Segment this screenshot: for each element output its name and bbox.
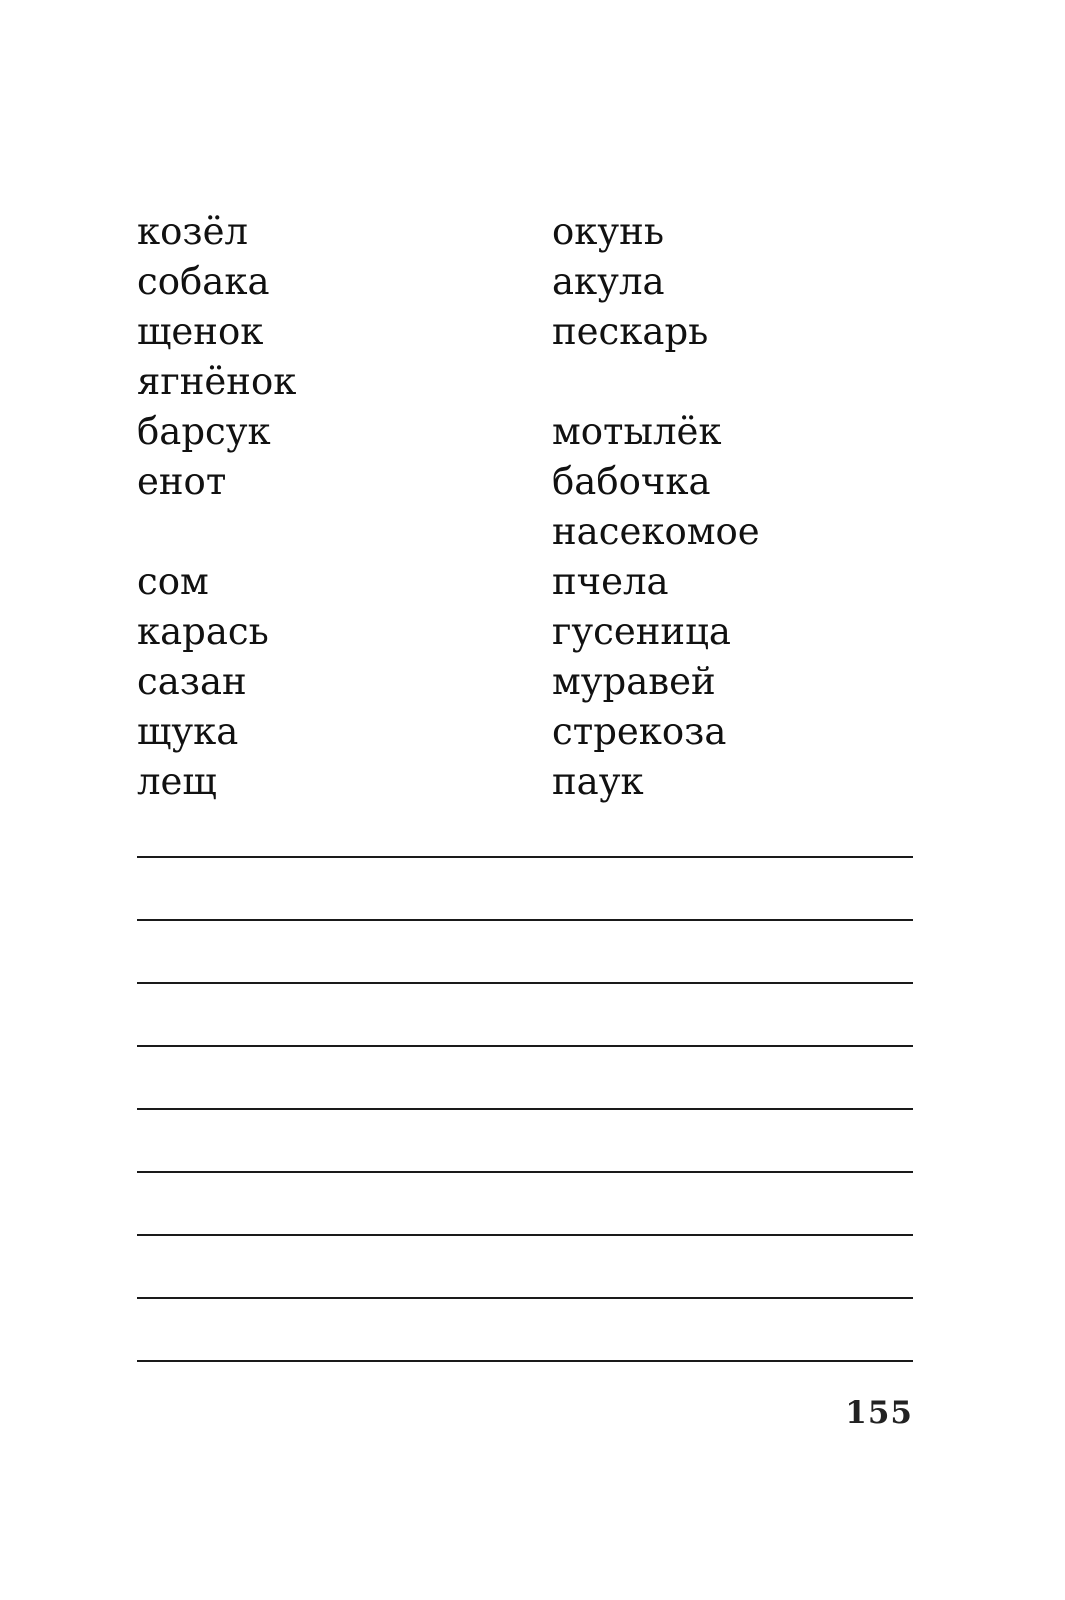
writing-line xyxy=(137,1171,913,1173)
list-item: насекомое xyxy=(552,510,760,553)
list-item: гусеница xyxy=(552,610,731,653)
writing-line xyxy=(137,919,913,921)
page-number: 155 xyxy=(845,1395,913,1431)
word-list-left xyxy=(137,207,296,807)
list-item: пчела xyxy=(552,560,669,603)
writing-line xyxy=(137,1360,913,1362)
list-item: стрекоза xyxy=(552,710,727,753)
writing-line xyxy=(137,1297,913,1299)
list-item: щенок xyxy=(137,310,264,353)
list-item: барсук xyxy=(137,410,271,453)
writing-lines xyxy=(137,856,913,1362)
list-item: козёл xyxy=(137,210,248,253)
list-item: сом xyxy=(137,560,209,603)
writing-line xyxy=(137,856,913,858)
writing-line xyxy=(137,1234,913,1236)
writing-line xyxy=(137,1108,913,1110)
list-item: карась xyxy=(137,610,269,653)
list-item: собака xyxy=(137,260,270,303)
list-item: муравей xyxy=(552,660,716,703)
list-item: сазан xyxy=(137,660,247,703)
writing-line xyxy=(137,1045,913,1047)
list-item: лещ xyxy=(137,760,217,803)
list-item: акула xyxy=(552,260,665,303)
list-item: окунь xyxy=(552,210,664,253)
list-item: ягнёнок xyxy=(137,360,297,403)
writing-line xyxy=(137,982,913,984)
list-item: паук xyxy=(552,760,644,803)
list-item: енот xyxy=(137,460,227,503)
word-list-right xyxy=(552,207,760,807)
list-item: щука xyxy=(137,710,239,753)
list-item xyxy=(137,507,296,557)
list-item xyxy=(552,357,760,407)
list-item: мотылёк xyxy=(552,410,722,453)
list-item: бабочка xyxy=(552,460,711,503)
list-item: пескарь xyxy=(552,310,709,353)
